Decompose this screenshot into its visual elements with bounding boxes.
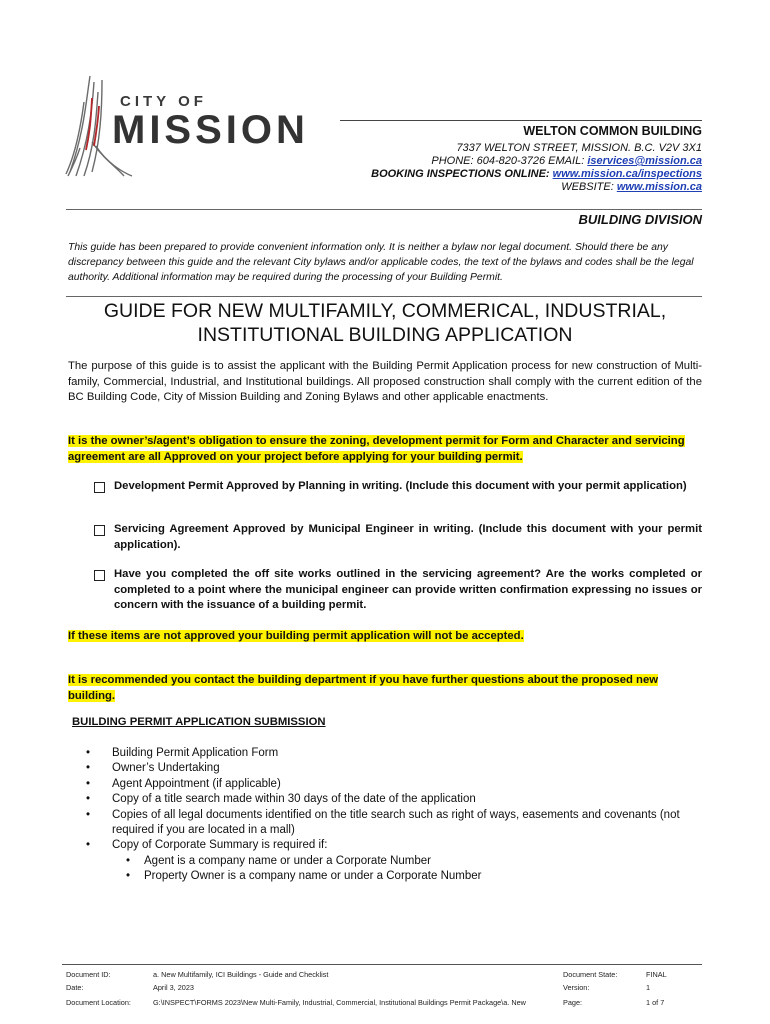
phone-email <box>431 155 702 167</box>
checkbox[interactable] <box>94 570 105 581</box>
list-item: • Owner’s Undertaking <box>86 761 686 776</box>
not-approved-text: If these items are not approved your building permit application will not be accepted. <box>68 630 524 642</box>
booking-line <box>371 168 702 180</box>
checklist-item[interactable] <box>94 522 702 553</box>
booking-link[interactable]: www.mission.ca/inspections <box>552 168 702 180</box>
list-item: • Agent Appointment (if applicable) <box>86 777 686 792</box>
title-line-1: GUIDE FOR NEW MULTIFAMILY, COMMERICAL, INDUSTRIAL, <box>103 300 667 322</box>
title-rule <box>66 296 702 297</box>
checklist-item-label: Servicing Agreement Approved by Municipal Engineer in writing. (Include this document with your permit application). <box>114 523 702 551</box>
footer-page-label: Page: <box>563 998 583 1007</box>
footer-version: 1 <box>646 983 651 992</box>
footer-state-label: Document State: <box>563 970 618 979</box>
page-title <box>68 299 702 347</box>
list-item: • Copy of Corporate Summary is required if: <box>86 838 686 853</box>
building-name: WELTON COMMON BUILDING <box>523 124 702 138</box>
purpose-paragraph: The purpose of this guide is to assist the applicant with the Building Permit Application process for new construction of Multi-family, Commercial, Industrial, and Institutional buildings. All proposed construction shall comply with the current edition of the BC Building Code, City of Mission Building and Zoning Bylaws and other applicable enactments. <box>68 360 702 403</box>
footer-location-label: Document Location: <box>66 998 131 1007</box>
list-item: • Building Permit Application Form <box>86 746 686 761</box>
logo-city-text: CITY OF <box>120 93 207 110</box>
footer-rule <box>62 964 702 965</box>
submission-list <box>86 746 686 885</box>
website-link[interactable]: www.mission.ca <box>616 181 702 193</box>
contact-recommendation-text: It is recommended you contact the building department if you have further questions about the proposed new building. <box>68 674 659 702</box>
footer-version-label: Version: <box>563 983 590 992</box>
logo-mission-text: MISSION <box>112 108 309 152</box>
owner-obligation-text: It is the owner’s/agent’s obligation to ensure the zoning, development permit for Form and Character and servicing agreement are all Approved on your project before applying for your building permit. <box>68 435 685 463</box>
not-approved-warning <box>68 628 524 644</box>
header-rule <box>340 120 702 121</box>
contact-recommendation <box>68 672 702 704</box>
corporate-sublist <box>86 854 686 885</box>
footer-doc-id-label: Document ID: <box>66 970 111 979</box>
division-rule <box>66 209 702 210</box>
checkbox[interactable] <box>94 482 105 493</box>
footer-date: April 3, 2023 <box>153 983 194 992</box>
footer-page-number: 1 of 7 <box>646 998 665 1007</box>
division-heading: BUILDING DIVISION <box>578 212 702 227</box>
footer-location: G:\INSPECT\FORMS 2023\New Multi-Family, Industrial, Commercial, Institutional Buildings Permit Package\a. New <box>153 998 526 1007</box>
address: 7337 WELTON STREET, MISSION. B.C. V2V 3X1 <box>456 142 702 154</box>
website-line <box>561 181 702 193</box>
sub-list-item: • Agent is a company name or under a Corporate Number <box>126 854 686 869</box>
title-line-2: INSTITUTIONAL BUILDING APPLICATION <box>197 324 573 346</box>
checklist-item[interactable] <box>94 479 702 495</box>
list-item: • Copy of a title search made within 30 days of the date of the application <box>86 792 686 807</box>
checkbox[interactable] <box>94 525 105 536</box>
owner-obligation-warning <box>68 433 702 465</box>
disclaimer: This guide has been prepared to provide convenient information only. It is neither a bylaw nor legal document. Should there be any discrepancy between this guide and the relevant City bylaws and/or applicable codes, the text of the bylaws and codes shall be the legal authority. Additional information may be required during the processing of your Building Permit. <box>68 242 694 283</box>
checklist-item-label: Have you completed the off site works outlined in the servicing agreement? Are the works completed or completed to a point where the municipal engineer can provide written confirmation expressing no issues or concern with the issuance of a building permit. <box>114 568 702 611</box>
footer-date-label: Date: <box>66 983 84 992</box>
sub-list-item: • Property Owner is a company name or under a Corporate Number <box>126 869 686 884</box>
submission-heading: BUILDING PERMIT APPLICATION SUBMISSION <box>72 716 326 728</box>
footer-state: FINAL <box>646 970 667 979</box>
checklist-item-label: Development Permit Approved by Planning in writing. (Include this document with your permit application) <box>114 480 687 492</box>
email-link[interactable]: iservices@mission.ca <box>587 155 702 167</box>
footer-doc-id: a. New Multifamily, ICI Buildings - Guide and Checklist <box>153 970 329 979</box>
website-label: WEBSITE: <box>561 181 617 193</box>
checklist-item[interactable] <box>94 567 702 614</box>
phone-label: PHONE: 604-820-3726 EMAIL: <box>431 155 588 167</box>
list-item: • Copies of all legal documents identified on the title search such as right of ways, easements and covenants (not required if you are located in a mall) <box>86 808 686 839</box>
booking-label: BOOKING INSPECTIONS ONLINE: <box>371 168 553 180</box>
